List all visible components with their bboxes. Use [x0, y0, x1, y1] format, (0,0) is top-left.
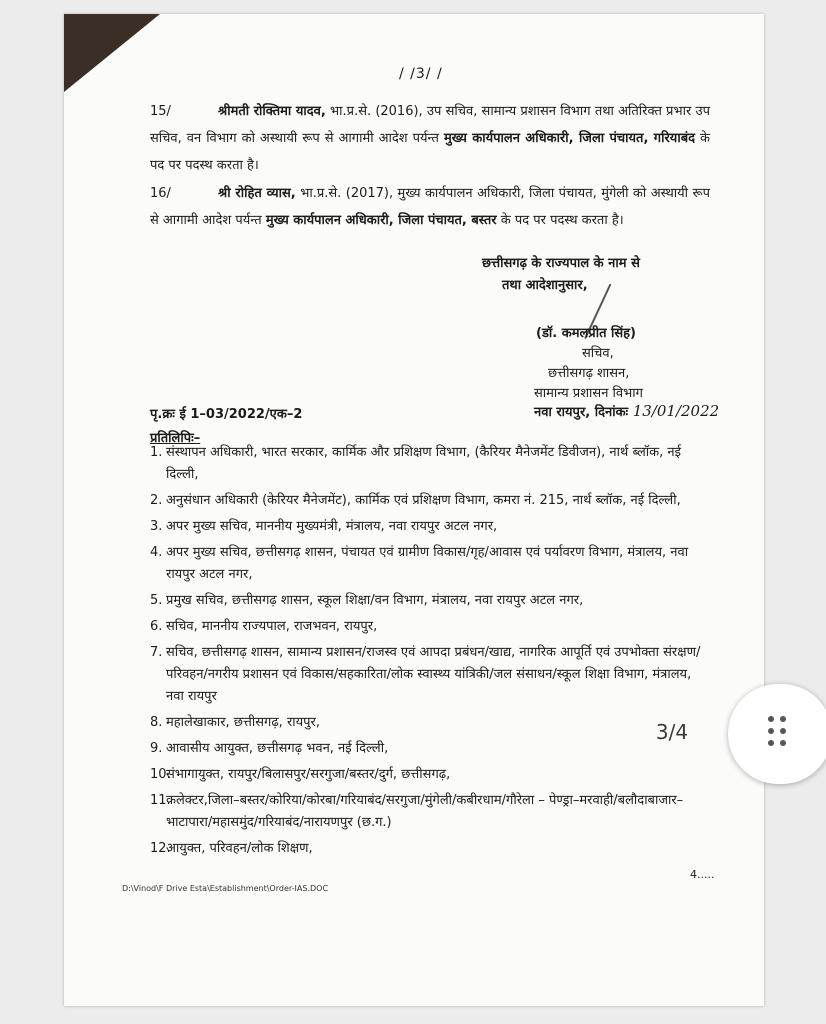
para-text-end: के पद पर पदस्थ करता है। [150, 131, 711, 173]
signatory-designation: सचिव, [582, 346, 614, 361]
signatory-name: (डॉ. कमलप्रीत सिंह) [536, 326, 636, 341]
menu-button[interactable] [728, 684, 826, 784]
para-number: 16/ [150, 186, 171, 201]
list-item: 7. सचिव, छत्तीसगढ़ शासन, सामान्य प्रशासन/राजस्व एवं आपदा प्रबंधन/खाद्य, नागरिक आपूर्ति एवं उपभोक्ता संरक्षण/परिवहन/नगरीय प्रशासन एवं विकास/सहकारिता/लोक स्वास्थ्य यांत्रिकी/जल संसाधन/स्कूल शिक्षा विभाग, मंत्रालय, नवा रायपुर [150, 645, 701, 704]
para-number: 15/ [150, 104, 171, 119]
list-item: 9. आवासीय आयुक्त, छत्तीसगढ़ भवन, नई दिल्ली, [150, 741, 389, 756]
signatory-department: सामान्य प्रशासन विभाग [534, 386, 643, 401]
list-item: 11. कलेक्टर,जिला–बस्तर/कोरिया/कोरबा/गरियाबंद/सरगुजा/मुंगेली/कबीरधाम/गौरेला – पेण्ड्रा–मरवाही/बलौदाबाजार–भाटापारा/महासमुंद/गरियाबंद/नारायणपुर (छ.ग.) [150, 793, 684, 830]
reference-number: पृ.क्रः ई 1–03/2022/एक–2 [150, 407, 303, 422]
signatory-government: छत्तीसगढ़ शासन, [548, 366, 630, 381]
place-date [534, 402, 719, 420]
list-item: 1. संस्थापन अधिकारी, भारत सरकार, कार्मिक और प्रशिक्षण विभाग, (कैरियर मैनेजमेंट डिवीजन), नार्थ ब्लॉक, नई दिल्ली, [150, 445, 681, 482]
place-date-label: नवा रायपुर, दिनांकः [534, 405, 629, 420]
handwritten-date: 13/01/2022 [632, 402, 720, 420]
copies-list [150, 442, 710, 864]
officer-name: श्री रोहित व्यास, [218, 186, 296, 201]
grid-dots-icon [768, 716, 792, 752]
list-item: 4. अपर मुख्य सचिव, छत्तीसगढ़ शासन, पंचायत एवं ग्रामीण विकास/गृह/आवास एवं पर्यावरण विभाग, मंत्रालय, नवा रायपुर अटल नगर, [150, 545, 689, 582]
list-item: 10. संभागायुक्त, रायपुर/बिलासपुर/सरगुजा/बस्तर/दुर्ग, छत्तीसगढ़, [150, 767, 451, 782]
list-item: 5. प्रमुख सचिव, छत्तीसगढ़ शासन, स्कूल शिक्षा/वन विभाग, मंत्रालय, नवा रायपुर अटल नगर, [150, 593, 584, 608]
posting: मुख्य कार्यपालन अधिकारी, जिला पंचायत, बस्तर [265, 213, 497, 228]
next-page-marker: 4..... [690, 868, 715, 881]
paragraph-15 [150, 98, 710, 179]
para-text: भा.प्र.से. (2017), मुख्य कार्यपालन अधिकारी, जिला पंचायत, मुंगेली को अस्थायी रूप से आगामी आदेश पर्यन्त [150, 186, 710, 228]
list-item: 12. आयुक्त, परिवहन/लोक शिक्षण, [150, 841, 313, 856]
signature-line2: तथा आदेशानुसार, [502, 278, 588, 293]
list-item: 2. अनुसंधान अधिकारी (केरियर मैनेजमेंट), कार्मिक एवं प्रशिक्षण विभाग, कमरा नं. 215, नार्थ ब्लॉक, नई दिल्ली, [150, 493, 681, 508]
para-text-end: के पद पर पदस्थ करता है। [496, 213, 624, 228]
copies-heading: प्रतिलिपिः– [150, 431, 201, 446]
document-page [64, 14, 764, 1006]
page-marker: / /3/ / [399, 66, 443, 82]
list-item: 8. महालेखाकार, छत्तीसगढ़, रायपुर, [150, 715, 321, 730]
officer-name: श्रीमती रोक्तिमा यादव, [218, 104, 326, 119]
paragraph-16 [150, 180, 710, 234]
signature-line1: छत्तीसगढ़ के राज्यपाल के नाम से [482, 256, 640, 271]
list-item: 6. सचिव, माननीय राज्यपाल, राजभवन, रायपुर, [150, 619, 378, 634]
para-text: भा.प्र.से. (2016), उप सचिव, सामान्य प्रशासन विभाग तथा अतिरिक्त प्रभार उप सचिव, वन विभाग को अस्थायी रूप से आगामी आदेश पर्यन्त [150, 104, 710, 146]
list-item: 3. अपर मुख्य सचिव, माननीय मुख्यमंत्री, मंत्रालय, नवा रायपुर अटल नगर, [150, 519, 498, 534]
page-indicator: 3/4 [655, 720, 689, 744]
folded-corner [64, 14, 160, 92]
file-path: D:\Vinod\F Drive Esta\Establishment\Order-IAS.DOC [122, 884, 329, 893]
posting: मुख्य कार्यपालन अधिकारी, जिला पंचायत, गरियाबंद [443, 131, 696, 146]
